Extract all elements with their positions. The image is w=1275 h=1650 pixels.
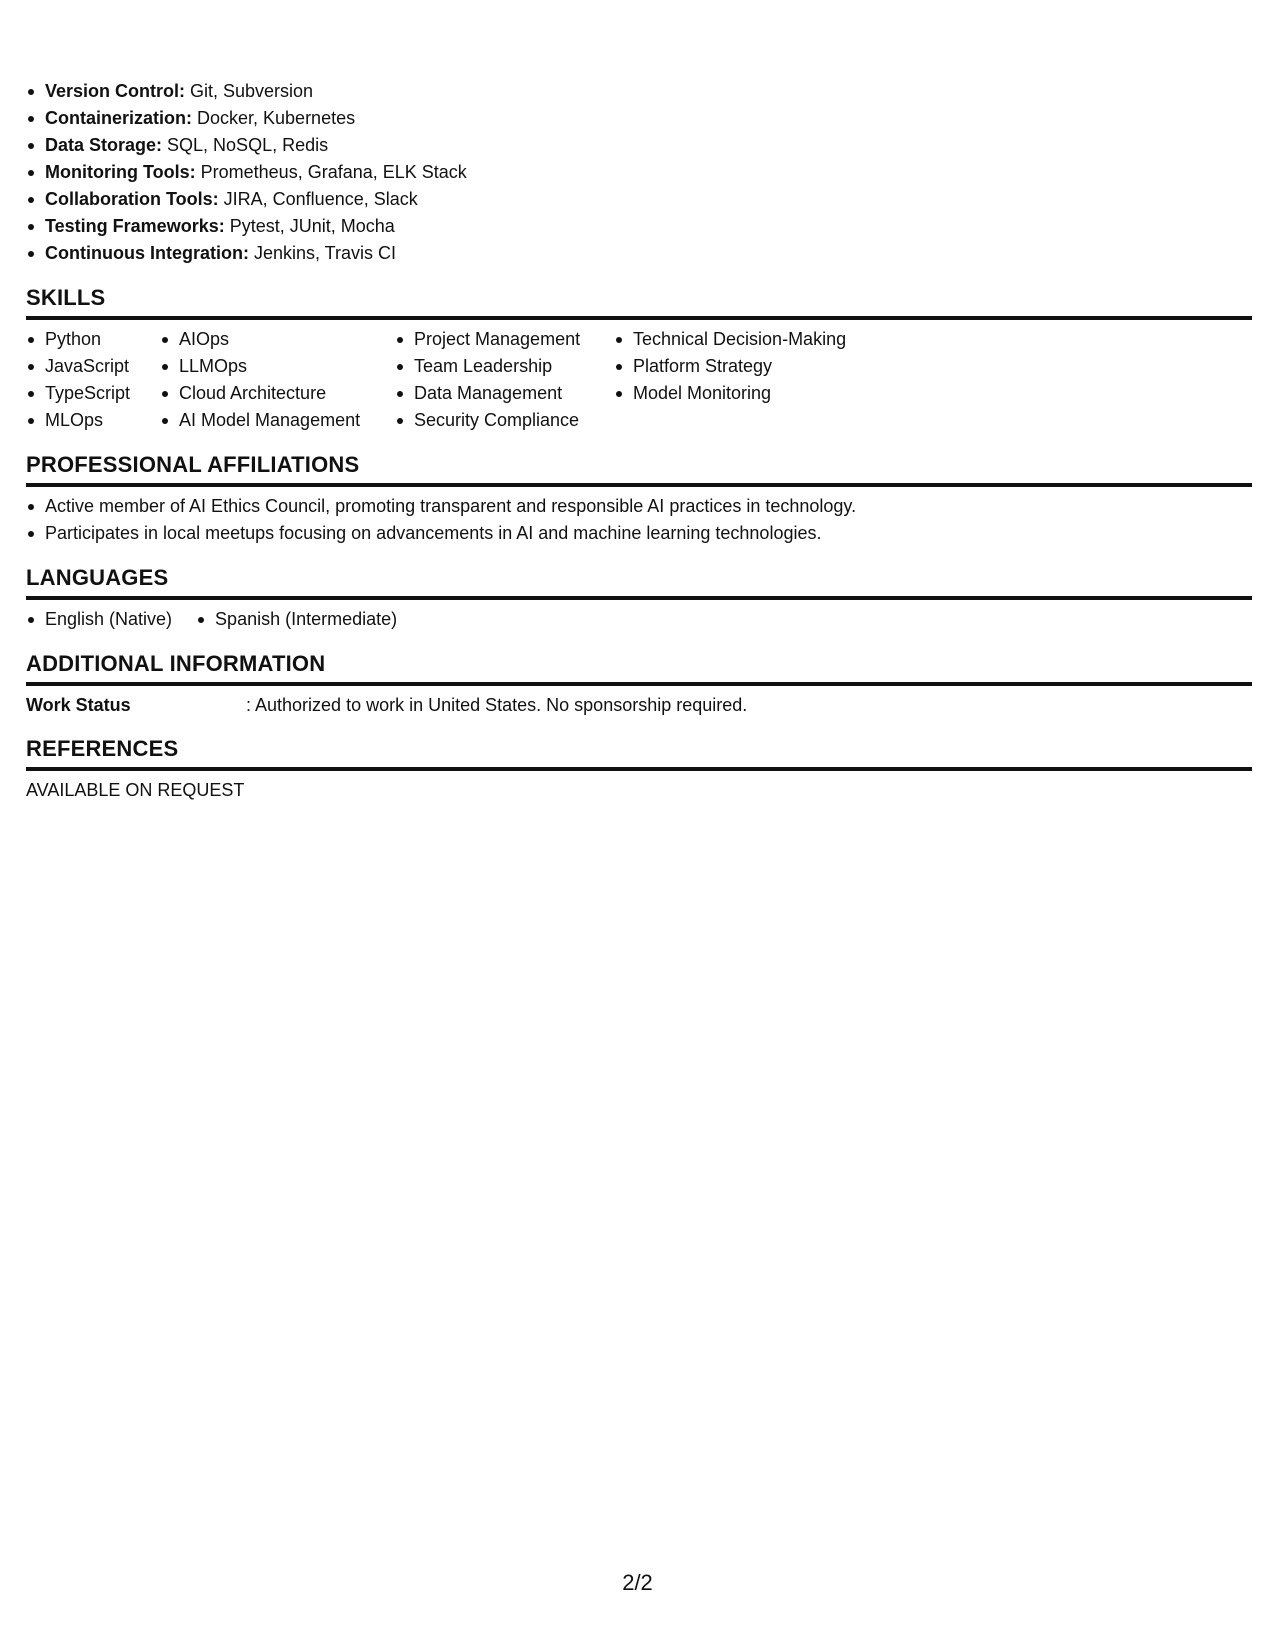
tool-category-label: Collaboration Tools: xyxy=(45,189,219,209)
references-heading: REFERENCES xyxy=(26,735,1252,771)
tool-category-value: Pytest, JUnit, Mocha xyxy=(224,216,395,236)
skills-heading: SKILLS xyxy=(26,284,1252,320)
skill-item: JavaScript xyxy=(26,353,160,380)
language-item: Spanish (Intermediate) xyxy=(196,606,397,633)
languages-heading: LANGUAGES xyxy=(26,564,1252,600)
work-status-value: : Authorized to work in United States. No sponsorship required. xyxy=(246,695,748,715)
skills-grid xyxy=(26,326,1252,434)
tool-category-label: Data Storage: xyxy=(45,135,163,155)
work-status-label: Work Status xyxy=(26,695,131,715)
resume-page xyxy=(26,78,1252,803)
tools-list xyxy=(26,78,1252,267)
skill-item: Data Management xyxy=(395,380,614,407)
skill-item: Security Compliance xyxy=(395,407,614,434)
skill-item: Project Management xyxy=(395,326,614,353)
tool-category-label: Testing Frameworks: xyxy=(45,216,225,236)
skills-column xyxy=(160,326,395,434)
skills-column xyxy=(614,326,874,434)
skill-item: Model Monitoring xyxy=(614,380,874,407)
list-item xyxy=(26,78,1252,105)
tool-category-label: Version Control: xyxy=(45,81,186,101)
skill-item: LLMOps xyxy=(160,353,395,380)
tool-category-value: SQL, NoSQL, Redis xyxy=(162,135,329,155)
skills-column xyxy=(26,326,160,434)
skill-item: Team Leadership xyxy=(395,353,614,380)
work-status-row xyxy=(26,692,1252,718)
tool-category-label: Monitoring Tools: xyxy=(45,162,196,182)
list-item xyxy=(26,132,1252,159)
list-item xyxy=(26,105,1252,132)
skill-item: Cloud Architecture xyxy=(160,380,395,407)
tool-category-value: Jenkins, Travis CI xyxy=(248,243,397,263)
skill-item: TypeScript xyxy=(26,380,160,407)
list-item xyxy=(26,213,1252,240)
affiliations-list xyxy=(26,493,1252,547)
list-item xyxy=(26,186,1252,213)
skill-item: MLOps xyxy=(26,407,160,434)
tool-category-label: Containerization: xyxy=(45,108,192,128)
tool-category-value: JIRA, Confluence, Slack xyxy=(218,189,418,209)
affiliation-item: Participates in local meetups focusing on advancements in AI and machine learning technologies. xyxy=(26,520,1252,547)
skills-column xyxy=(395,326,614,434)
page-number: 2/2 xyxy=(622,1570,653,1595)
skill-item: Platform Strategy xyxy=(614,353,874,380)
tool-category-label: Continuous Integration: xyxy=(45,243,249,263)
affiliations-heading: PROFESSIONAL AFFILIATIONS xyxy=(26,451,1252,487)
tool-category-value: Docker, Kubernetes xyxy=(192,108,356,128)
skill-item: AI Model Management xyxy=(160,407,395,434)
tool-category-value: Prometheus, Grafana, ELK Stack xyxy=(195,162,467,182)
list-item xyxy=(26,240,1252,267)
skill-item: AIOps xyxy=(160,326,395,353)
languages-list xyxy=(26,606,1252,633)
list-item xyxy=(26,159,1252,186)
skill-item: Python xyxy=(26,326,160,353)
skill-item: Technical Decision-Making xyxy=(614,326,874,353)
references-text: AVAILABLE ON REQUEST xyxy=(26,780,245,800)
affiliation-item: Active member of AI Ethics Council, promoting transparent and responsible AI practices in technology. xyxy=(26,493,1252,520)
tool-category-value: Git, Subversion xyxy=(185,81,314,101)
additional-info-heading: ADDITIONAL INFORMATION xyxy=(26,650,1252,686)
language-item: English (Native) xyxy=(26,606,172,633)
